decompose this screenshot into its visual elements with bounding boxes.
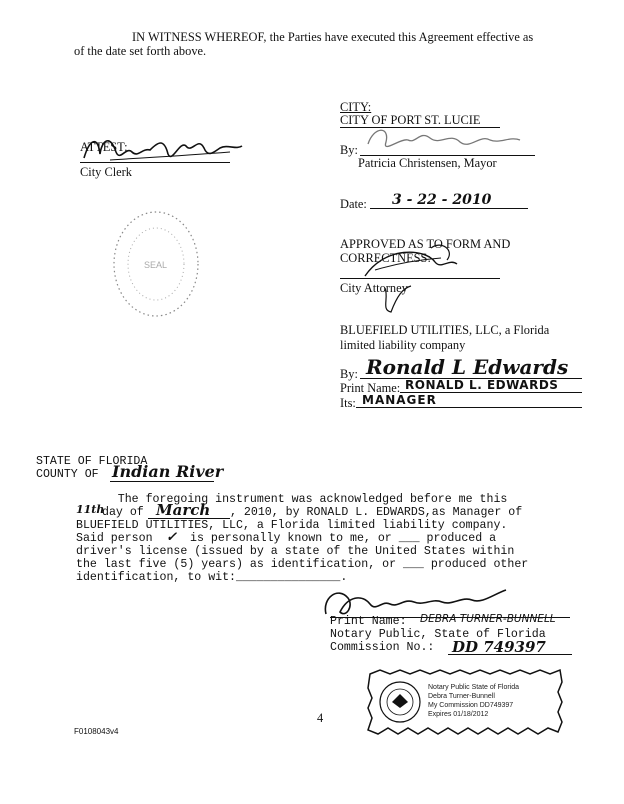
county-label: COUNTY OF <box>36 468 99 481</box>
notary-commission-value: DD 749397 <box>452 638 546 656</box>
notary-public-line: Notary Public, State of Florida <box>330 628 546 641</box>
approval-line-1: APPROVED AS TO FORM AND <box>340 237 511 251</box>
ack-line-1: The foregoing instrument was acknowledged before me this <box>76 493 508 506</box>
ack-line-4b: is personally known to me, or ___ produced a <box>190 532 497 545</box>
county-value: Indian River <box>112 462 224 481</box>
doc-code: F0108043v4 <box>74 727 119 736</box>
company-print-value: RONALD L. EDWARDS <box>405 378 559 392</box>
witness-line-2: of the date set forth above. <box>74 44 207 58</box>
company-line-1: BLUEFIELD UTILITIES, LLC, a Florida <box>340 323 550 337</box>
company-by-label: By: <box>340 367 358 381</box>
commission-line <box>448 654 572 655</box>
ack-line-4a: Said person <box>76 532 153 545</box>
ack-line-6: the last five (5) years) as identification, or ___ produced other <box>76 558 529 571</box>
city-date-value: 3 - 22 - 2010 <box>392 192 492 208</box>
company-its-line <box>356 407 582 408</box>
company-print-label: Print Name: <box>340 381 401 395</box>
attest-role: City Clerk <box>80 165 132 179</box>
mayor-signature <box>360 120 530 160</box>
city-date-label: Date: <box>340 197 367 211</box>
seal-text: SEAL <box>144 260 168 270</box>
city-header: CITY: <box>340 100 372 114</box>
notary-commission-label: Commission No.: <box>330 641 435 654</box>
stamp-line-3: My Commission DD749397 <box>428 702 514 709</box>
city-signer: Patricia Christensen, Mayor <box>358 156 497 170</box>
ack-line-3: BLUEFIELD UTILITIES, LLC, a Florida limited liability company. <box>76 519 508 532</box>
ack-month: March <box>156 501 211 519</box>
witness-line-1: IN WITNESS WHEREOF, the Parties have executed this Agreement effective as <box>132 30 534 44</box>
stamp-line-1: Notary Public State of Florida <box>428 684 520 691</box>
city-date-line <box>370 208 528 209</box>
attest-signature-line <box>80 162 230 163</box>
city-name: CITY OF PORT ST. LUCIE <box>340 113 481 127</box>
attorney-signature-line <box>340 278 500 279</box>
attest-label: ATTEST: <box>80 140 128 154</box>
attorney-signature <box>345 236 515 316</box>
stamp-line-2: Debra Turner-Bunnell <box>428 693 495 700</box>
company-by-signature: Ronald L Edwards <box>366 355 569 379</box>
company-its-label: Its: <box>340 396 356 410</box>
city-by-label: By: <box>340 143 358 157</box>
approval-role: City Attorney <box>340 281 408 295</box>
ack-known-check: ✓ <box>166 530 177 545</box>
notary-print-label: Print Name: <box>330 615 407 628</box>
ack-line-7: identification, to wit:_______________. <box>76 571 348 584</box>
ack-line-2: , 2010, by RONALD L. EDWARDS,as Manager of <box>230 506 523 519</box>
county-line <box>110 481 214 482</box>
approval-line-2: CORRECTNESS: <box>340 251 431 265</box>
state-line: STATE OF FLORIDA <box>36 455 148 468</box>
ack-line-5: driver's license (issued by a state of the United States within <box>76 545 515 558</box>
notary-print-value: DEBRA TURNER-BUNNELL <box>420 613 556 625</box>
ack-day-of: day of <box>102 506 144 519</box>
city-seal <box>108 204 208 322</box>
company-its-value: MANAGER <box>362 393 437 407</box>
company-line-2: limited liability company <box>340 338 466 352</box>
stamp-line-4: Expires 01/18/2012 <box>428 711 489 718</box>
ack-day: 11th <box>76 503 105 516</box>
page-number: 4 <box>317 711 324 725</box>
